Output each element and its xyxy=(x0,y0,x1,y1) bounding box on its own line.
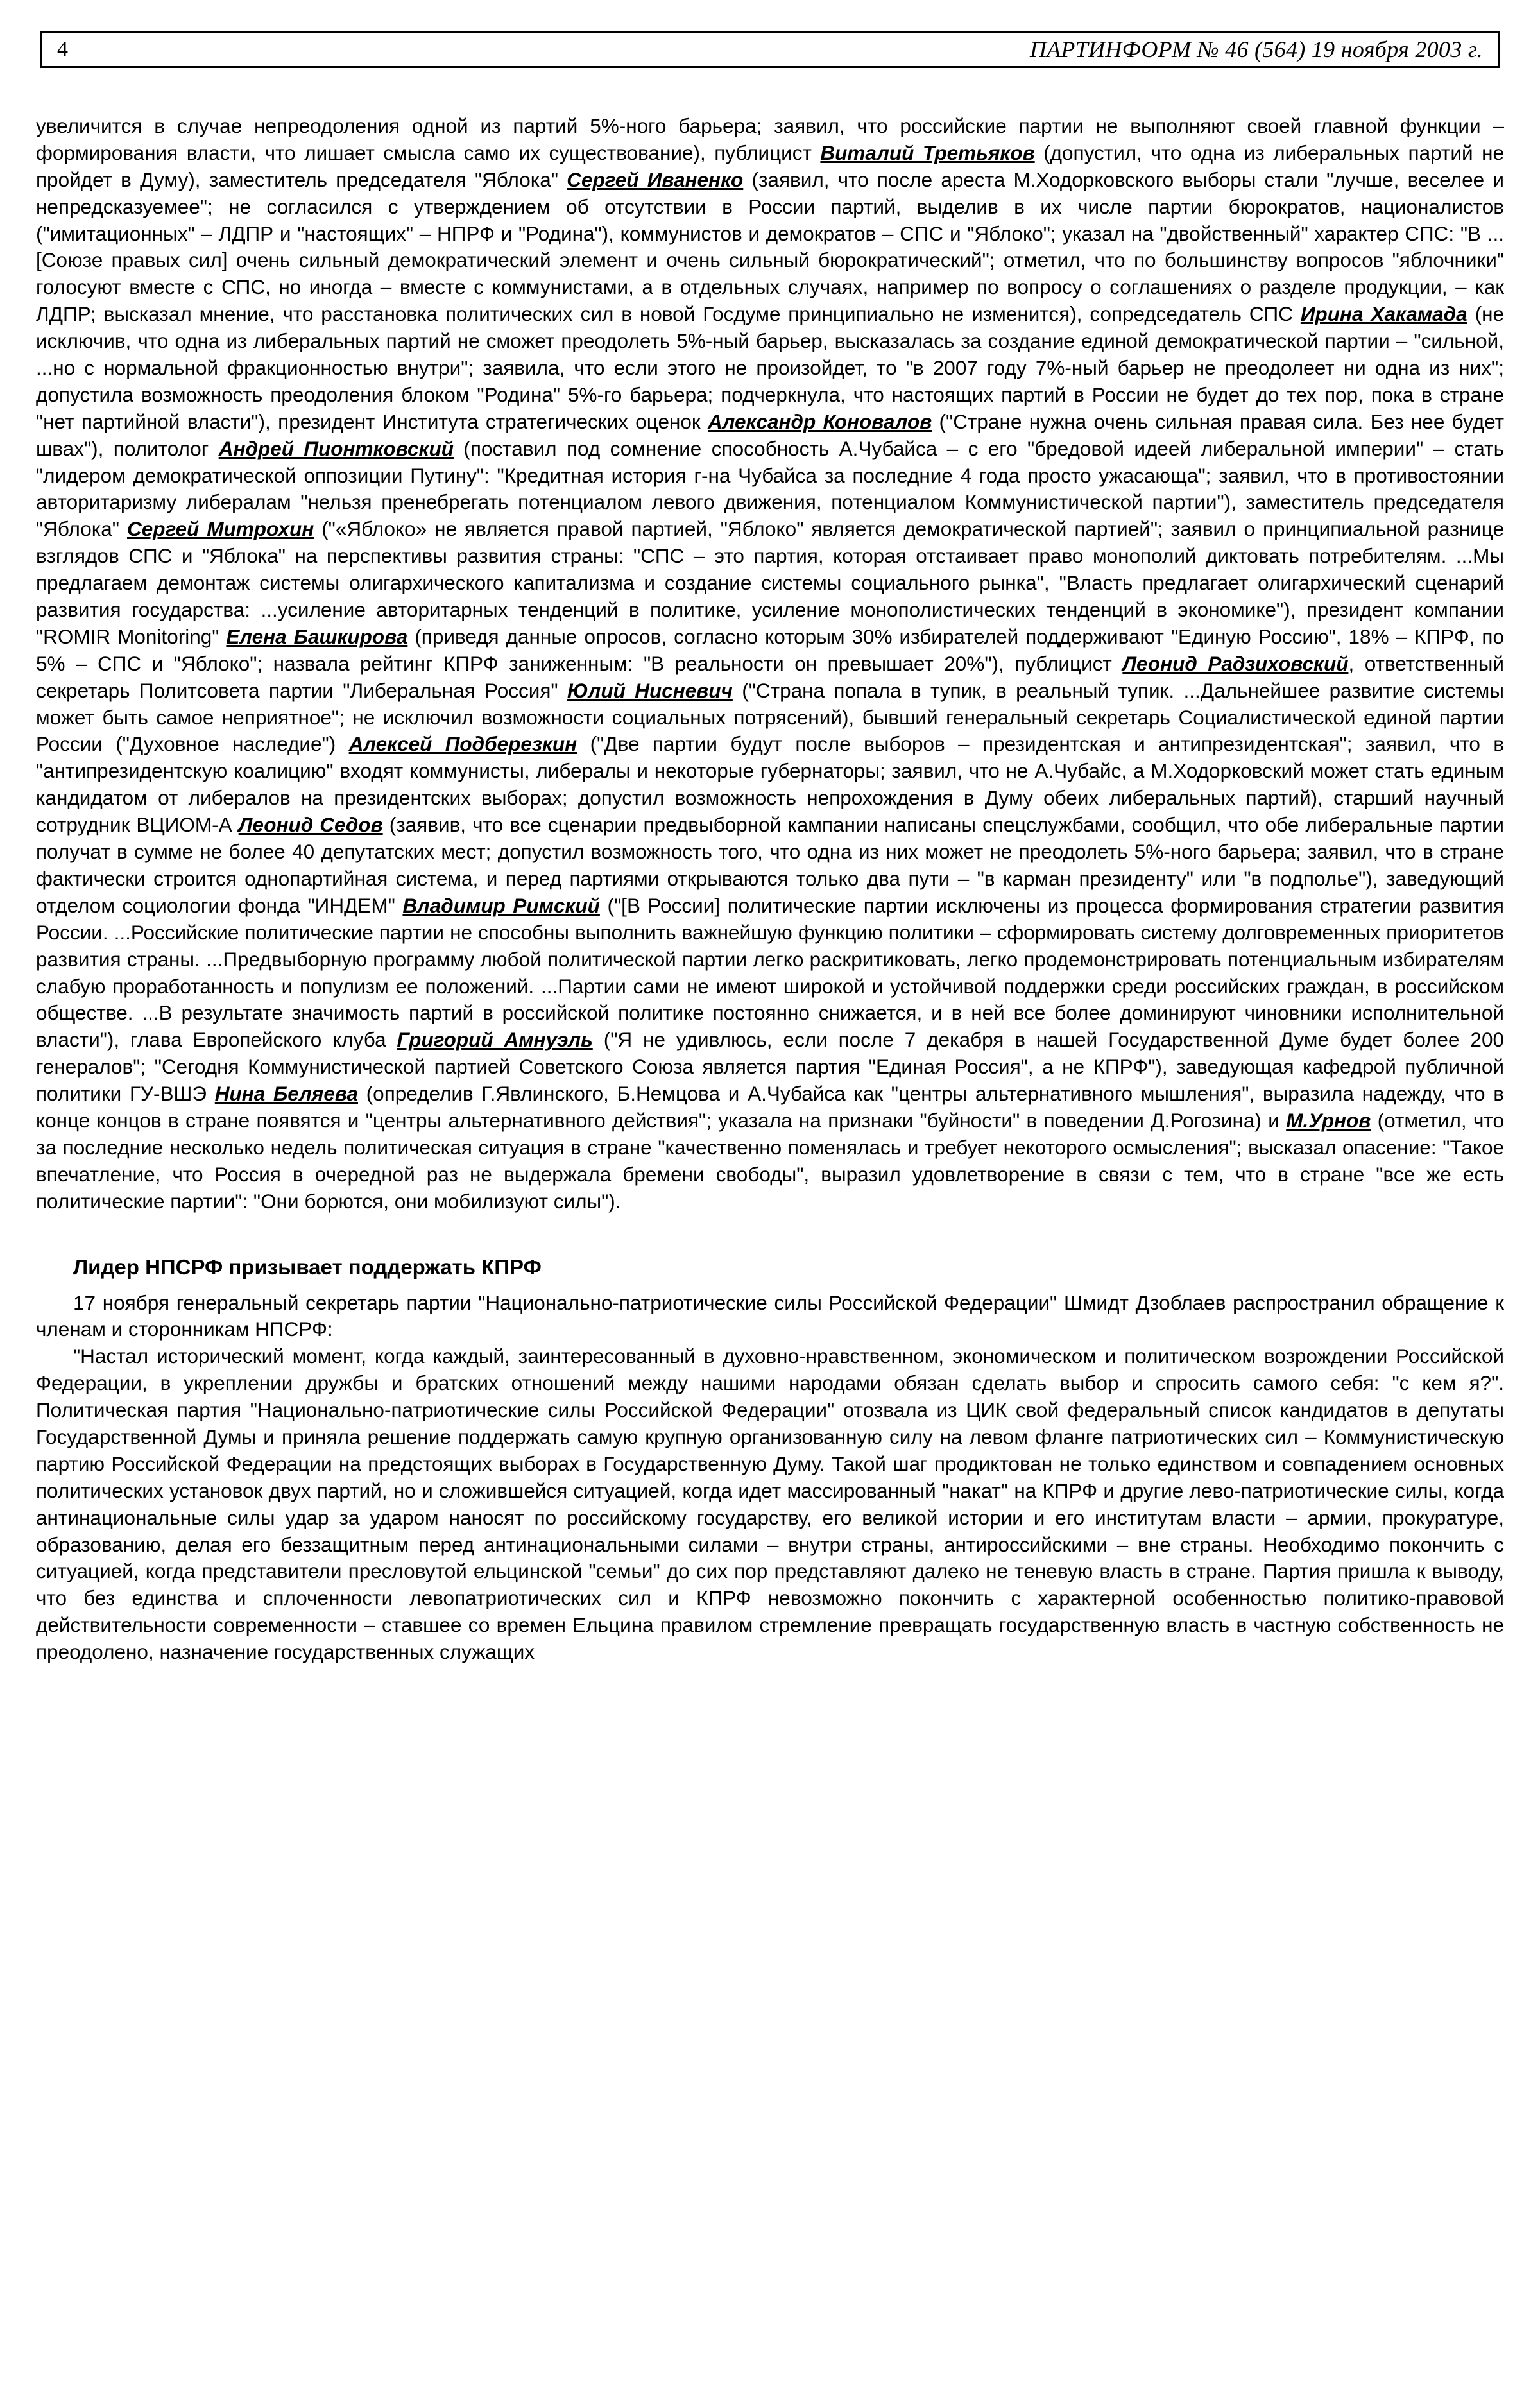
section-paragraph-1: 17 ноября генеральный секретарь партии "Национально-патриотические силы Российской Федерации" Шмидт Дзоблаев распространил обращение к членам и сторонникам НПСРФ: xyxy=(36,1290,1504,1341)
issue-line: ПАРТИНФОРМ № 46 (564) 19 ноября 2003 г. xyxy=(1029,37,1483,62)
person-name: Леонид Седов xyxy=(238,813,383,837)
person-name: Нина Беляева xyxy=(214,1082,358,1106)
person-name: Владимир Римский xyxy=(402,893,600,917)
page-content xyxy=(36,113,1504,1666)
section-npsrf xyxy=(36,1255,1504,1666)
section-title: Лидер НПСРФ призывает поддержать КПРФ xyxy=(73,1255,542,1279)
section-paragraph-2: "Настал исторический момент, когда каждый, заинтересованный в духовно-нравственном, экономическом и политическом возрождении Российской Федерации, в укреплении дружбы и братских отношений между нашими народами обязан сделать выбор и спросить самого себя: "с кем я?". Политическая партия "Национально-патриотические силы Российской Федерации" отозвала из ЦИК свой федеральный список кандидатов в депутаты Государственной Думы и приняла решение поддержать самую крупную организованную силу на левом фланге патриотических сил – Коммунистическую партию Российской Федерации на предстоящих выборах в Государственную Думу. Такой шаг продиктован не только единством и совпадением основных политических установок двух партий, но и сложившейся ситуацией, когда идет массированный "накат" на КПРФ и другие лево-патриотические силы, когда антинациональные силы удар за ударом наносят по российскому государству, его великой истории и его институтам власти – армии, прокуратуре, образованию, делая его беззащитным перед антинациональными силами – внутри страны, антироссийскими – вне страны. Необходимо покончить с ситуацией, когда представители пресловутой ельцинской "семьи" до сих пор представляют далеко не теневую власть в стране. Партия пришла к выводу, что без единства и сплоченности левопатриотических сил и КПРФ невозможно покончить с характерной особенностью политико-правовой действительности современности – ставшее со времен Ельцина правилом стремление превращать государственную власть в частную собственность не преодолено, назначение государственных служащих xyxy=(36,1344,1504,1664)
person-name: Виталий Третьяков xyxy=(820,141,1035,164)
person-name: Сергей Иваненко xyxy=(567,167,744,191)
person-name: Юлий Нисневич xyxy=(567,678,733,702)
person-name: Сергей Митрохин xyxy=(126,517,314,541)
continued-paragraph: увеличится в случае непреодоления одной из партий 5%-ного барьера; заявил, что российские партии не выполняют своей главной функции – формирования власти, что лишает смысла само их существование), публицист Виталий Третьяков (допустил, что одна из либеральных партий не пройдет в Думу), заместитель председателя "Яблока" Сергей Иваненко (заявил, что после ареста М.Ходорковского выборы стали "лучше, веселее и непредсказуемее"; не согласился с утверждением об отсутствии в России партий, выделив в их числе партии бюрократов, националистов ("имитационных" – ЛДПР и "настоящих" – НПРФ и "Родина"), коммунистов и демократов – СПС и "Яблоко"; указал на "двойственный" характер СПС: "В ...[Союзе правых сил] очень сильный демократический элемент и очень сильный бюрократический"; отметил, что по большинству вопросов "яблочники" голосуют вместе с СПС, но иногда – вместе с коммунистами, а в отдельных случаях, например по вопросу о соглашениях о разделе продукции, – как ЛДПР; высказал мнение, что расстановка политических сил в новой Госдуме принципиально не изменится), сопредседатель СПС Ирина Хакамада (не исключив, что одна из либеральных партий не сможет преодолеть 5%-ный барьер, высказалась за создание единой демократической партии – "сильной, ...но с нормальной фракционностью внутри"; заявила, что если этого не произойдет, то "в 2007 году 7%-ный барьер не преодолеет ни одна из них"; допустила возможность преодоления блоком "Родина" 5%-го барьера; подчеркнула, что настоящих партий в России не будет до тех пор, пока в стране "нет партийной власти"), президент Института стратегических оценок Александр Коновалов ("Стране нужна очень сильная правая сила. Без нее будет швах"), политолог Андрей Пионтковский (поставил под сомнение способность А.Чубайса – с его "бредовой идеей либеральной империи" – стать "лидером демократической оппозиции Путину": "Кредитная история г-на Чубайса за последние 4 года просто ужасающа"; заявил, что в противостоянии авторитаризму либералам "нельзя пренебрегать потенциалом левого движения, потенциалом Коммунистической партии"), заместитель председателя "Яблока" Сергей Митрохин ("«Яблоко» не является правой партией, "Яблоко" является демократической партией"; заявил о принципиальной разнице взглядов СПС и "Яблока" на перспективы развития страны: "СПС – это партия, которая отстаивает право монополий диктовать потребителям. ...Мы предлагаем демонтаж системы олигархического капитализма и создание системы социального рынка", "Власть предлагает олигархический сценарий развития государства: ...усиление авторитарных тенденций в политике, усиление монополистических тенденций в экономике"), президент компании "ROMIR Monitoring" Елена Башкирова (приведя данные опросов, согласно которым 30% избирателей поддерживают "Единую Россию", 18% – КПРФ, по 5% – СПС и "Яблоко"; назвала рейтинг КПРФ заниженным: "В реальности он превышает 20%"), публицист Леонид Радзиховский, ответственный секретарь Политсовета партии "Либеральная Россия" Юлий Нисневич ("Страна попала в тупик, в реальный тупик. ...Дальнейшее развитие системы может быть самое неприятное"; не исключил возможности социальных потрясений), бывший генеральный секретарь Социалистической единой партии России ("Духовное наследие") Алексей Подберезкин ("Две партии будут после выборов – президентская и антипрезидентская"; заявил, что в "антипрезидентскую коалицию" входят коммунисты, либералы и некоторые губернаторы; заявил, что не А.Чубайс, а М.Ходорковский может стать единым кандидатом от либералов на президентских выборах; допустил возможность непрохождения в Думу обеих либеральных партий), старший научный сотрудник ВЦИОМ-А Леонид Седов (заявив, что все сценарии предвыборной кампании написаны спецслужбами, сообщил, что обе либеральные партии получат в сумме не более 40 депутатских мест; допустил возможность того, что одна из них может не преодолеть 5%-ного барьера; заявил, что в стране фактически строится однопартийная система, и перед партиями открываются только два пути – "в карман президенту" или "в подполье"), заведующий отделом социологии фонда "ИНДЕМ" Владимир Римский ("[В России] политические партии исключены из процесса формирования стратегии развития России. ...Российские политические партии не способны выполнить важнейшую функцию политики – сформировать систему долговременных приоритетов развития страны. ...Предвыборную программу любой политической партии легко раскритиковать, легко продемонстрировать потенциальным избирателям слабую проработанность и популизм ее положений. ...Партии сами не имеют широкой и устойчивой поддержки среди российских граждан, в российском обществе. ...В результате значимость партий в российской политике постоянно снижается, и в ней все более доминируют чиновники исполнительной власти"), глава Европейского клуба Григорий Амнуэль ("Я не удивлюсь, если после 7 декабря в нашей Государственной Думе будет более 200 генералов"; "Сегодня Коммунистической партией Советского Союза является партия "Единая Россия", а не КПРФ"), заведующая кафедрой публичной политики ГУ-ВШЭ Нина Беляева (определив Г.Явлинского, Б.Немцова и А.Чубайса как "центры альтернативного мышления", выразила надежду, что в конце концов в стране появятся и "центры альтернативного действия"; указала на признаки "буйности" в поведении Д.Рогозина) и М.Урнов (отметил, что за последние несколько недель политическая ситуация в стране "качественно поменялась и требует некоторого осмысления"; высказал опасение: "Такое впечатление, что Россия в очередной раз не выдержала бремени свободы", выразил удовлетворение в связи с тем, что в стране "все же есть политические партии": "Они борются, они мобилизуют силы"). xyxy=(36,114,1505,1213)
person-name: Алексей Подберезкин xyxy=(348,732,578,756)
person-name: Елена Башкирова xyxy=(226,624,408,648)
person-name: М.Урнов xyxy=(1286,1108,1371,1132)
person-name: Александр Коновалов xyxy=(708,409,932,433)
person-name: Ирина Хакамада xyxy=(1300,302,1467,326)
person-name: Леонид Радзиховский xyxy=(1122,651,1349,675)
person-name: Андрей Пионтковский xyxy=(218,436,454,460)
page-number: 4 xyxy=(57,37,68,61)
page-header xyxy=(40,31,1500,68)
person-name: Григорий Амнуэль xyxy=(397,1028,593,1052)
